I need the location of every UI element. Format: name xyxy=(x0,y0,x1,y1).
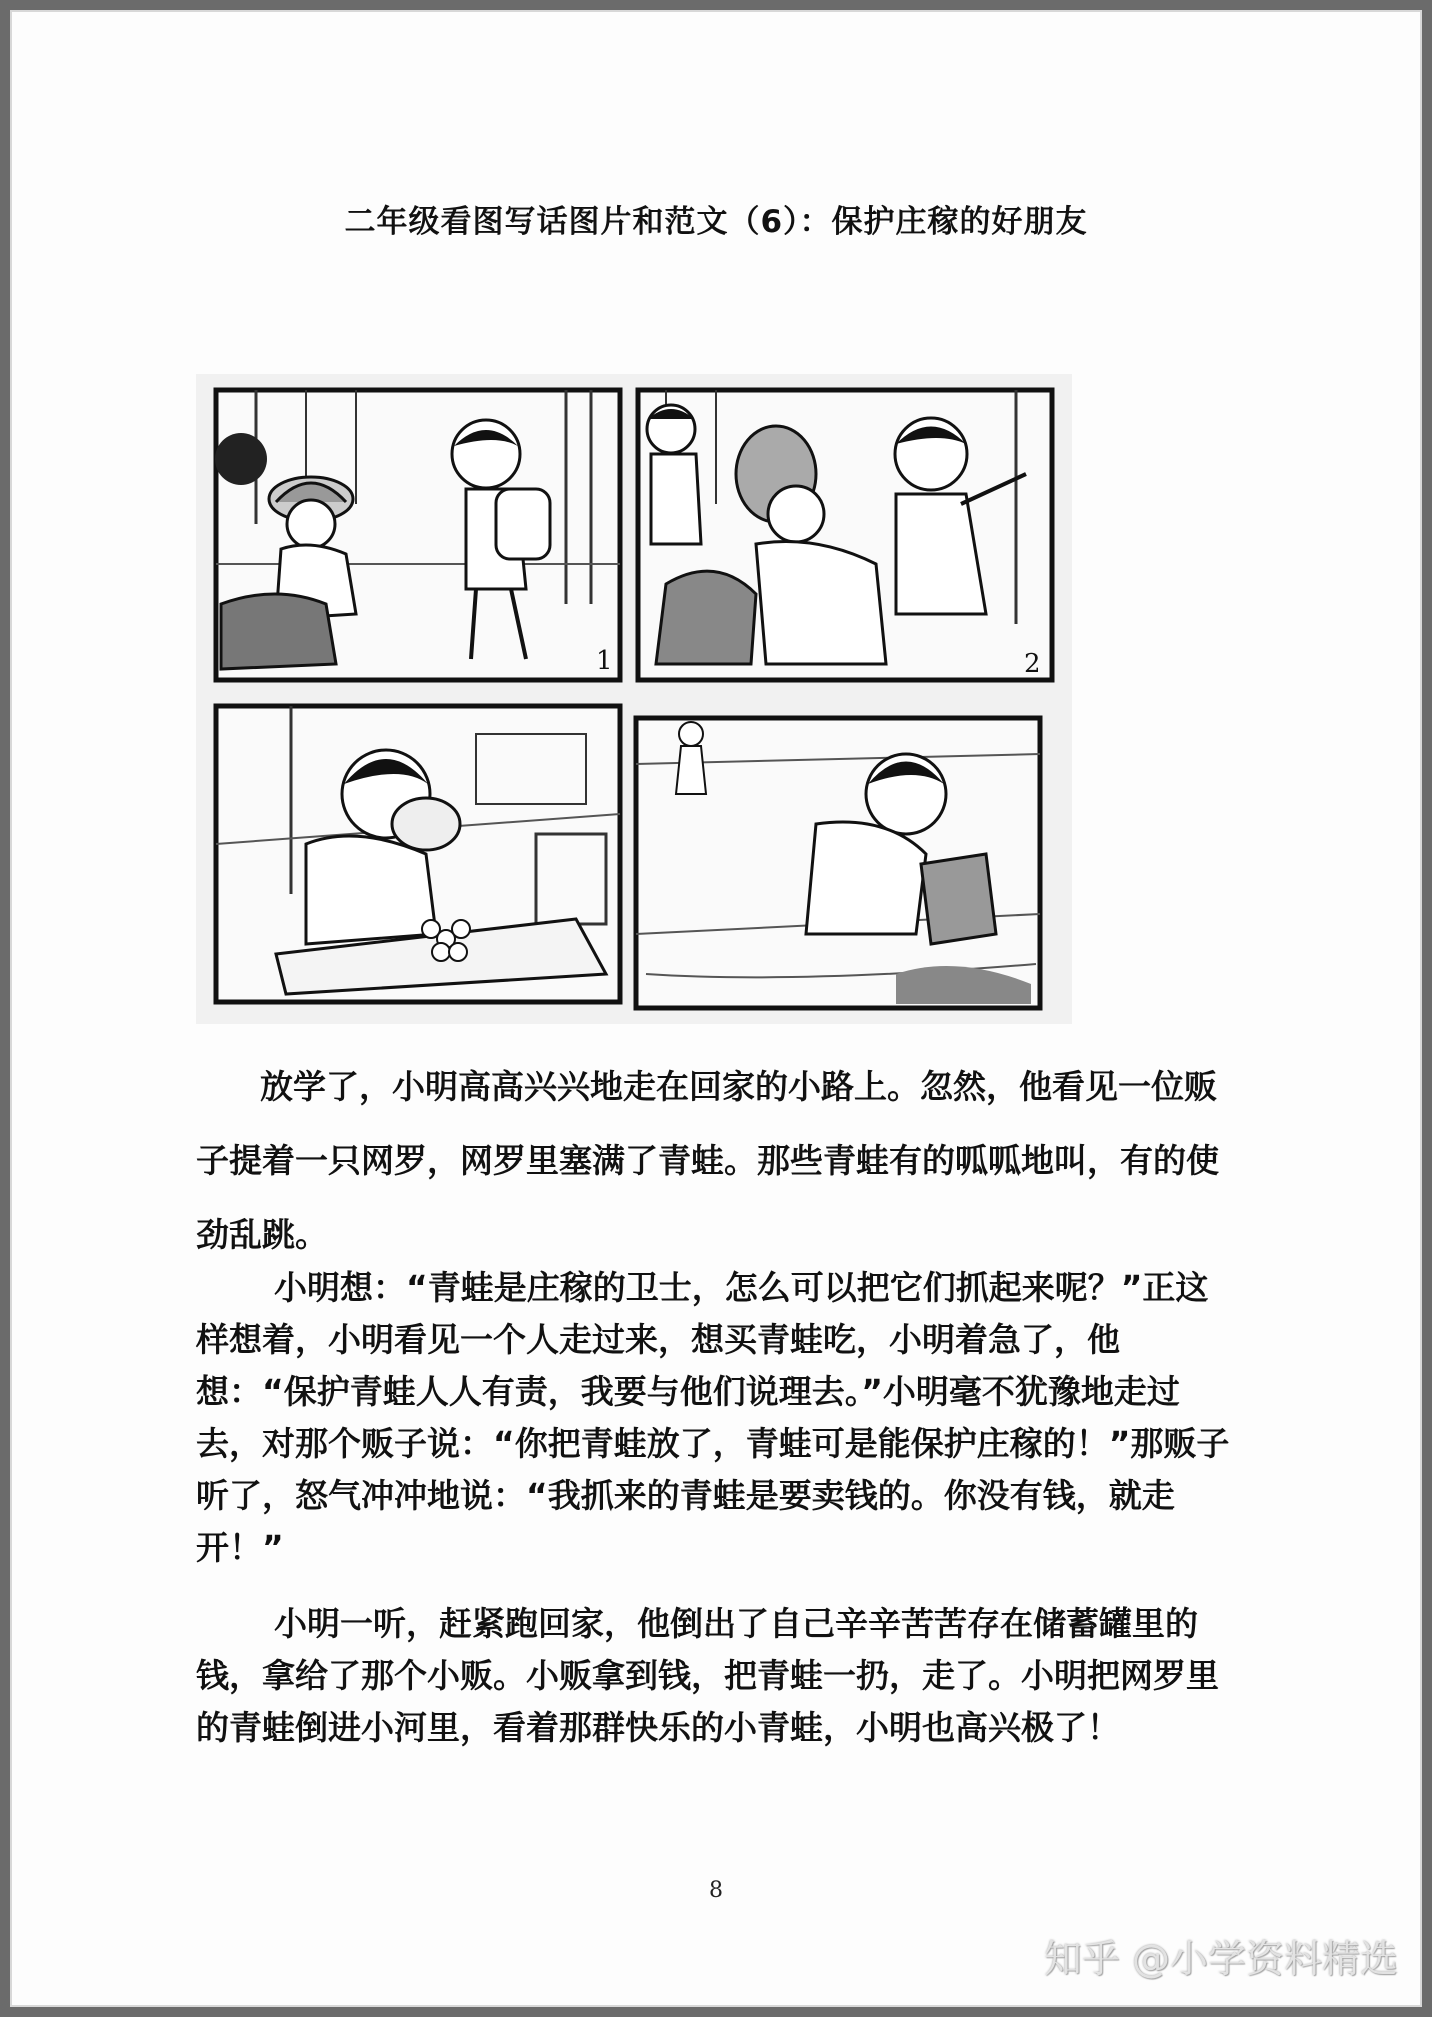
panel-number-1: 1 xyxy=(596,646,613,676)
paragraph-2: 小明想：“青蛙是庄稼的卫士，怎么可以把它们抓起来呢？”正这样想着，小明看见一个人走过来，想买青蛙吃，小明着急了，他想：“保护青蛙人人有责，我要与他们说理去。”小明毫不犹豫地走过去，对那个贩子说：“你把青蛙放了，青蛙可是能保护庄稼的！”那贩子听了，怒气冲冲地说：“我抓来的青蛙是要卖钱的。你没有钱，就走开！” xyxy=(196,1268,1230,1567)
comic-panel-3 xyxy=(216,706,620,1002)
page-number: 8 xyxy=(709,1878,723,1903)
page-title: 二年级看图写话图片和范文（6）：保护庄稼的好朋友 xyxy=(344,204,1088,240)
comic-panel-1 xyxy=(215,390,620,680)
paragraph-3: 小明一听，赶紧跑回家，他倒出了自己辛辛苦苦存在储蓄罐里的钱，拿给了那个小贩。小贩拿到钱，把青蛙一扔，走了。小明把网罗里的青蛙倒进小河里，看着那群快乐的小青蛙，小明也高兴极了！ xyxy=(196,1604,1219,1747)
comic-strip xyxy=(196,374,1072,1024)
watermark-text: 知乎 @小学资料精选 xyxy=(1043,1937,1398,1981)
comic-panel-2 xyxy=(638,390,1052,680)
panel-number-2: 2 xyxy=(1024,649,1041,679)
comic-panel-4 xyxy=(636,718,1040,1008)
comic-illustration xyxy=(196,374,1072,1024)
paragraph-1: 放学了，小明高高兴兴地走在回家的小路上。忽然，他看见一位贩子提着一只网罗，网罗里塞满了青蛙。那些青蛙有的呱呱地叫，有的使劲乱跳。 xyxy=(196,1067,1219,1254)
document-page xyxy=(10,10,1422,2007)
